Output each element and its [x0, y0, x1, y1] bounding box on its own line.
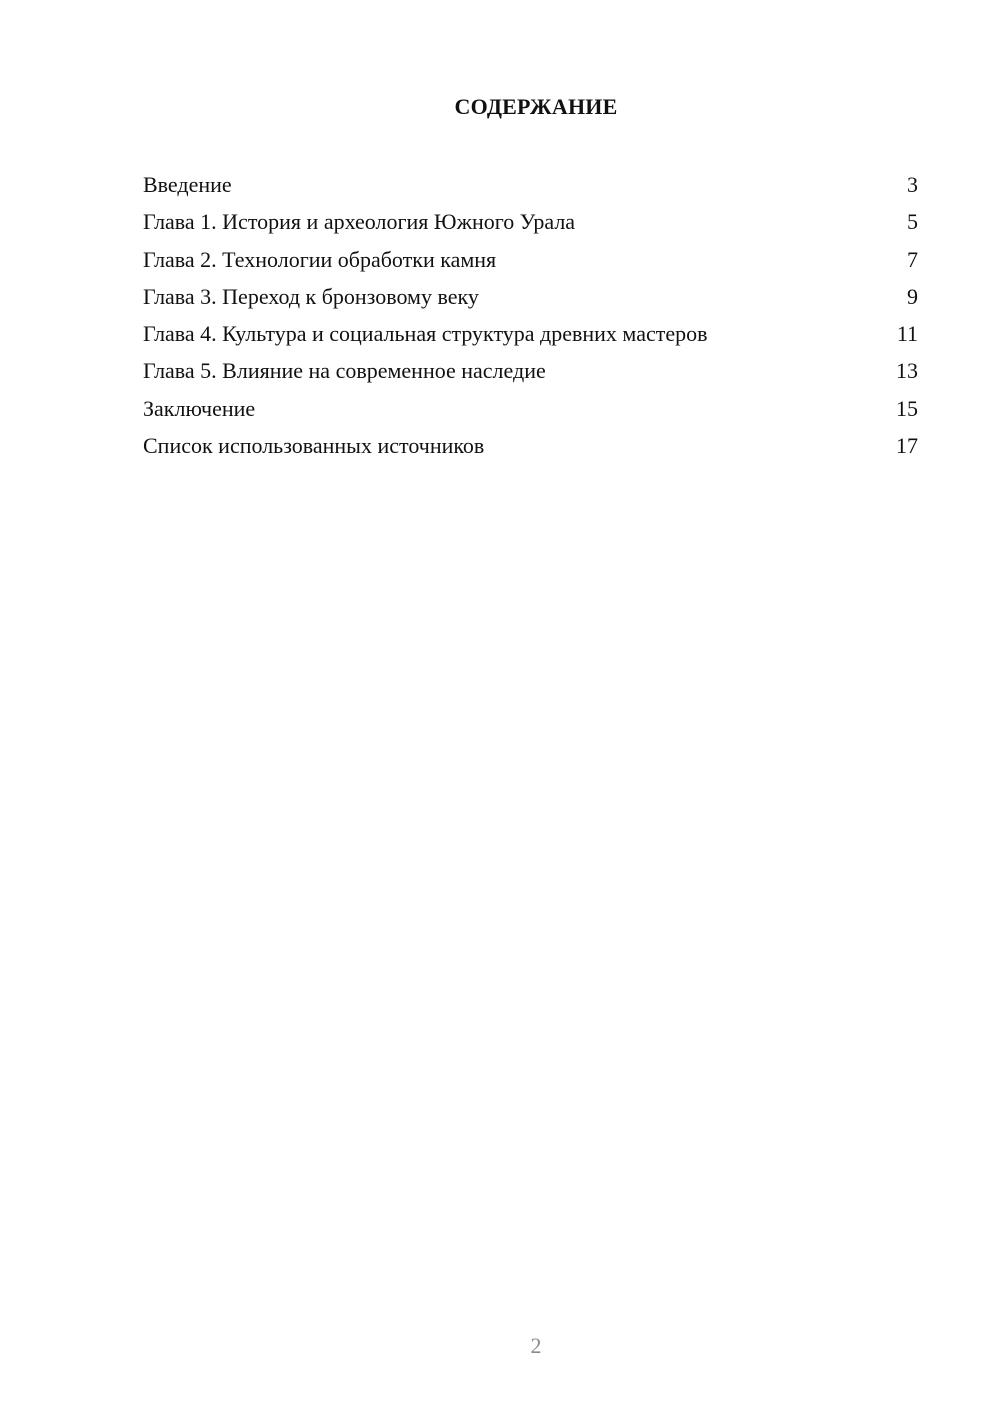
toc-entry-introduction	[143, 168, 918, 205]
toc-entry-label: Глава 5. Влияние на современное наследие	[143, 358, 546, 384]
toc-entry-chapter-4	[143, 317, 918, 354]
toc-entry-page: 13	[896, 358, 918, 384]
toc-entry-page: 3	[907, 172, 918, 197]
page-title: СОДЕРЖАНИЕ	[454, 94, 618, 119]
toc-entry-conclusion	[143, 392, 918, 429]
toc-entry-label: Заключение	[143, 395, 256, 421]
toc-entry-label: Глава 3. Переход к бронзовому веку	[143, 283, 479, 309]
toc-entry-chapter-1	[143, 205, 918, 242]
toc-entry-label: Введение	[143, 172, 232, 197]
toc-entry-chapter-3	[143, 280, 918, 317]
toc-entry-chapter-5	[143, 354, 918, 391]
toc-entry-label: Глава 4. Культура и социальная структура древних мастеров	[143, 321, 708, 347]
toc-entry-page: 11	[896, 321, 918, 347]
toc-entry-page: 17	[896, 433, 918, 459]
toc-entry-chapter-2	[143, 243, 918, 280]
toc-entry-label: Глава 2. Технологии обработки камня	[143, 246, 497, 272]
toc-entry-page: 7	[907, 246, 918, 272]
toc-entry-page: 15	[896, 395, 918, 421]
toc-entry-references	[143, 429, 918, 466]
toc-entry-page: 5	[907, 209, 918, 235]
page-number: 2	[530, 1333, 542, 1358]
toc-entry-label: Глава 1. История и археология Южного Урала	[143, 209, 576, 235]
toc-entry-page: 9	[907, 283, 918, 309]
toc-entry-label: Список использованных источников	[143, 433, 485, 459]
table-of-contents	[143, 168, 918, 466]
